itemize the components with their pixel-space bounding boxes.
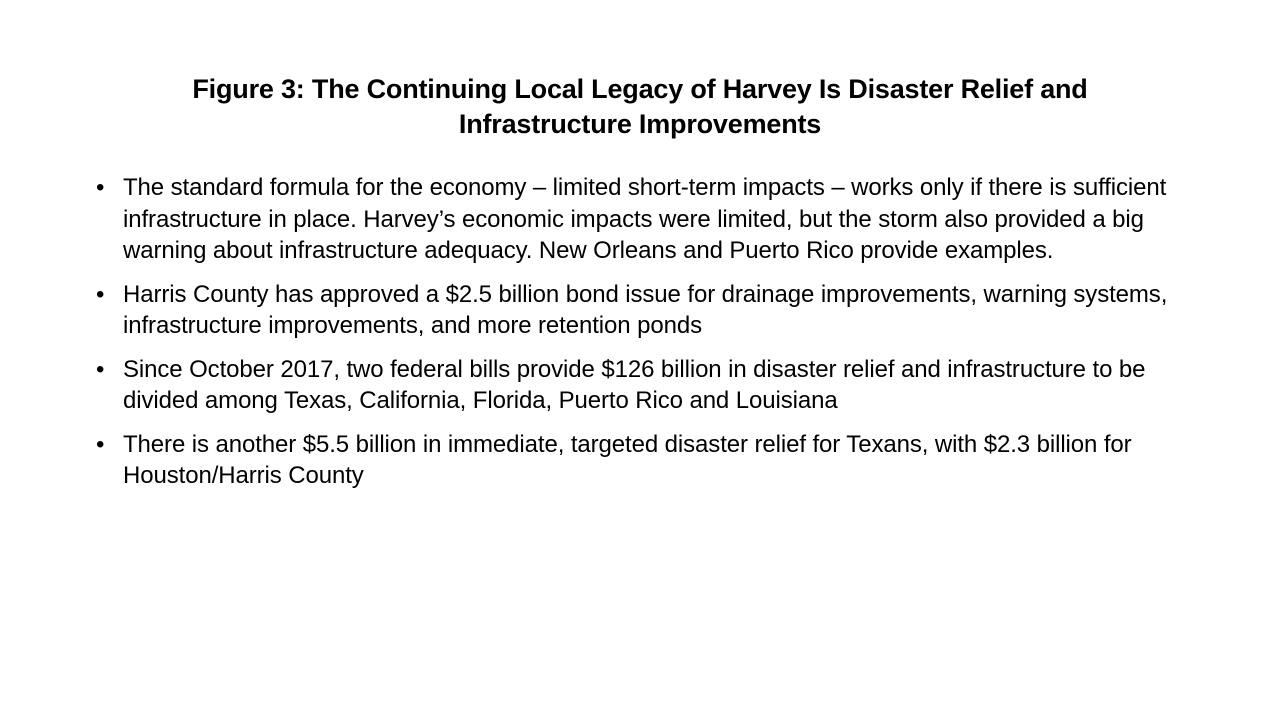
bullet-icon: • — [96, 174, 105, 201]
bullet-icon: • — [96, 355, 105, 383]
bullet-text: There is another $5.5 billion in immediate, targeted disaster relief for Texans, with $2.3 billion for Houston/Harris County — [123, 430, 1132, 489]
bullet-text: Since October 2017, two federal bills provide $126 billion in disaster relief and infrastructure to be divided among Texas, California, Florida, Puerto Rico and Louisiana — [123, 355, 1146, 414]
bullet-text: The standard formula for the economy – limited short-term impacts – works only if there is sufficient infrastructure in place. Harvey’s economic impacts were limited, but the storm also provided a big warning about infrastructure adequacy. New Orleans and Puerto Rico provide examples. — [123, 174, 1167, 264]
slide-title — [140, 72, 1140, 142]
bullet-item-federal-bills — [96, 354, 1196, 417]
bullet-item-targeted-relief — [96, 429, 1196, 492]
bullet-icon: • — [96, 430, 105, 458]
bullet-icon: • — [96, 280, 105, 308]
bullet-text: Harris County has approved a $2.5 billion bond issue for drainage improvements, warning systems, infrastructure improvements, and more retention ponds — [123, 280, 1168, 339]
slide-title-line-1: Figure 3: The Continuing Local Legacy of Harvey Is Disaster Relief and — [192, 74, 1088, 104]
bullet-item-harris-county-bond — [96, 279, 1196, 342]
slide-title-line-2: Infrastructure Improvements — [458, 109, 822, 139]
bullet-list — [96, 172, 1196, 504]
bullet-item-infrastructure-warning — [96, 172, 1196, 267]
